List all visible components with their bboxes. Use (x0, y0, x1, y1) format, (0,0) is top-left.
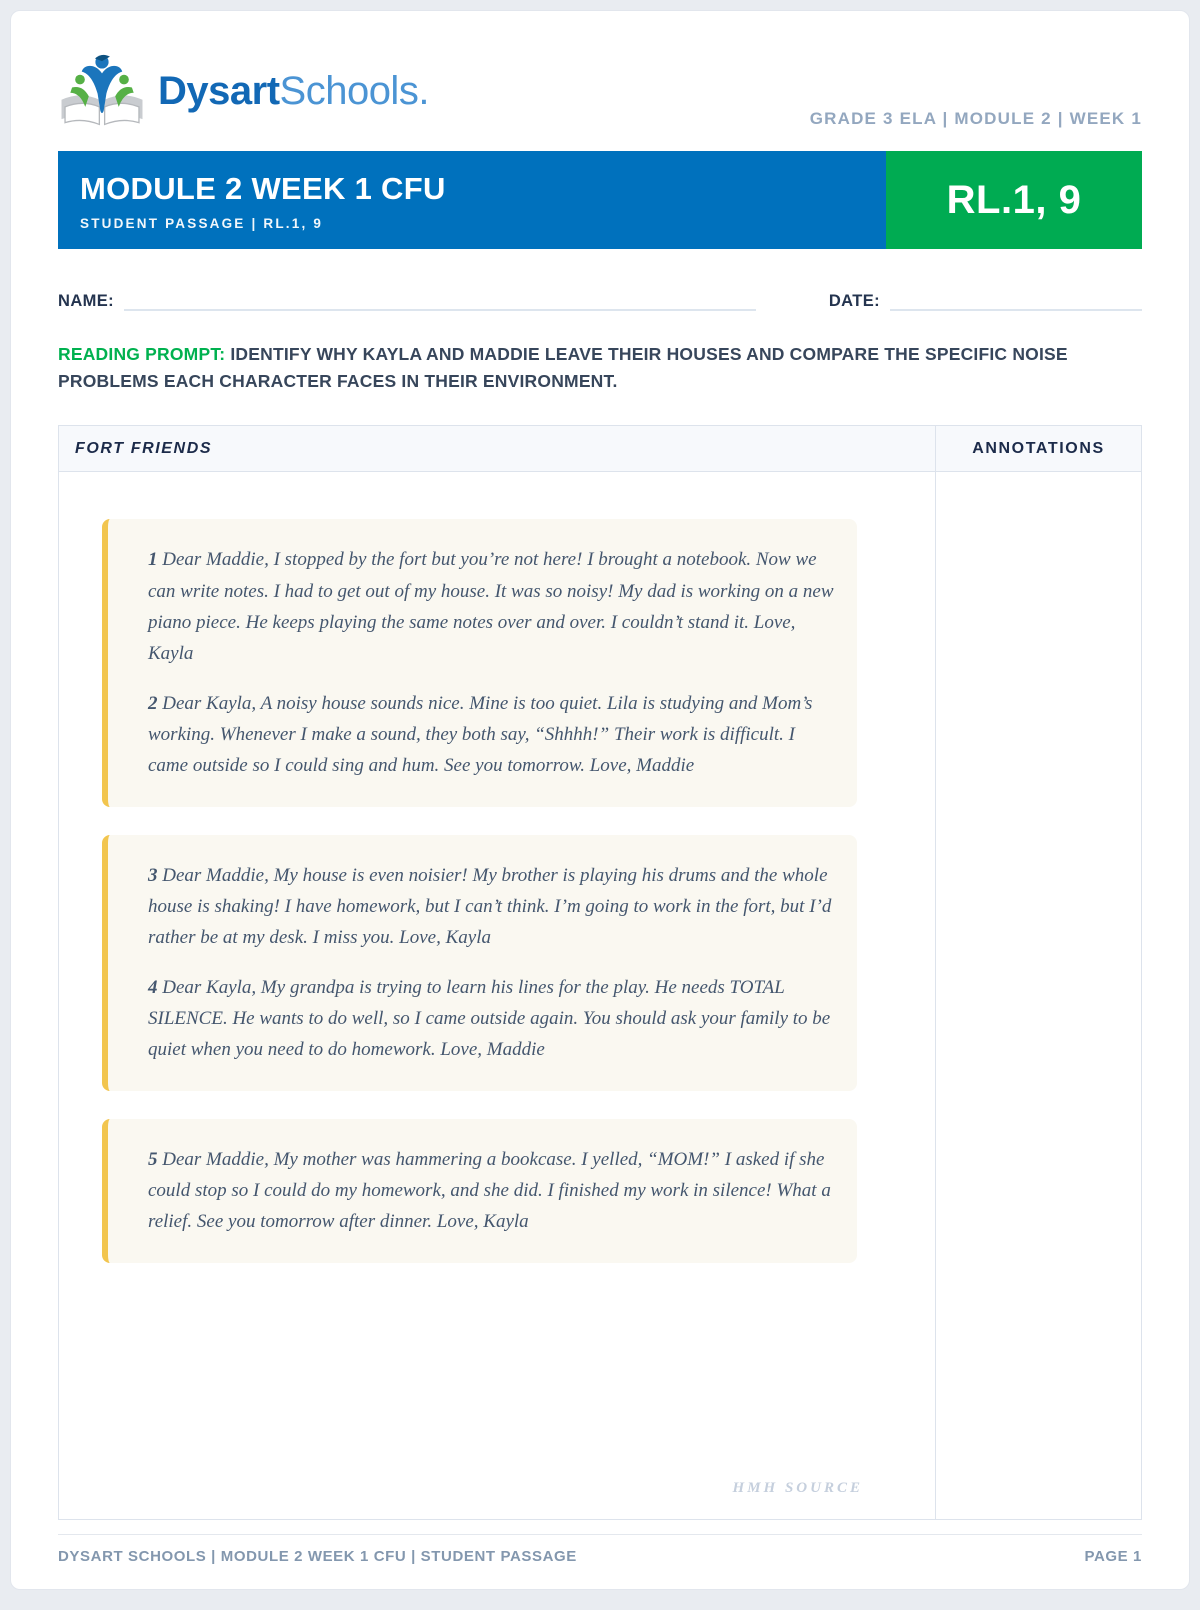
name-date-row (58, 285, 1142, 311)
date-write-line (890, 289, 1142, 311)
source-credit: HMH SOURCE (732, 1480, 863, 1497)
date-label: DATE: (828, 292, 880, 310)
reading-prompt-text: IDENTIFY WHY KAYLA AND MADDIE LEAVE THEIR HOUSES AND COMPARE THE SPECIFIC NOISE PROBLEMS EACH CHARACTER FACES IN THEIR ENVIRONMENT. (58, 344, 1068, 392)
paragraph-number: 1 (148, 549, 158, 571)
brand-name-bold: Dysart (158, 68, 280, 113)
passage-paragraph: 1 Dear Maddie, I stopped by the fort but you’re not here! I brought a notebook. Now we can write notes. I had to get out of my house. It was so noisy! My dad is working on a new piano piece. He keeps playing the same notes over and over. I couldn’t stand it. Love, Kayla (148, 549, 834, 665)
passage-table (58, 425, 1142, 1520)
banner-left (58, 151, 886, 249)
title-banner (58, 151, 1142, 249)
annotations-column (935, 472, 1141, 1519)
passage-table-body (59, 472, 1141, 1519)
footer-page-number: PAGE 1 (1084, 1548, 1142, 1566)
passage-table-header (59, 426, 1141, 472)
dysart-schools-logo-icon (58, 51, 146, 131)
footer (58, 1548, 1142, 1565)
passage-paragraph: 5 Dear Maddie, My mother was hammering a bookcase. I yelled, “MOM!” I asked if she could stop so I could do my homework, and she did. I finished my work in silence! What a relief. See you tomorrow after dinner. Love, Kayla (148, 1148, 831, 1233)
reading-prompt-label: READING PROMPT: (58, 344, 226, 364)
footer-left-text: DYSART SCHOOLS | MODULE 2 WEEK 1 CFU | STUDENT PASSAGE (58, 1548, 577, 1566)
brand-name (158, 69, 429, 114)
name-write-line (124, 289, 756, 311)
name-label: NAME: (58, 292, 115, 310)
passage-column (59, 472, 935, 1519)
brand-row (58, 47, 1142, 135)
annotations-column-header: ANNOTATIONS (935, 426, 1141, 471)
standard-badge: RL.1, 9 (886, 151, 1142, 249)
passage-paragraph: 2 Dear Kayla, A noisy house sounds nice. Mine is too quiet. Lila is studying and Mom’s working. Whenever I make a sound, they both say, “Shhhh!” Their work is difficult. I came outside so I could sing and hum. See you tomorrow. Love, Maddie (148, 692, 813, 777)
passage-block (102, 519, 857, 806)
document-title: MODULE 2 WEEK 1 CFU (80, 171, 446, 206)
passage-title: FORT FRIENDS (75, 439, 213, 457)
paragraph-number: 5 (148, 1148, 158, 1170)
brand (58, 51, 429, 131)
passage-blocks (102, 519, 857, 1291)
document-subtitle: STUDENT PASSAGE | RL.1, 9 (80, 216, 324, 231)
passage-paragraph: 3 Dear Maddie, My house is even noisier! My brother is playing his drums and the whole house is shaking! I have homework, but I can’t think. I’m going to work in the fort, but I’d rather be at my desk. I miss you. Love, Kayla (148, 864, 832, 949)
paragraph-number: 2 (148, 692, 158, 714)
reading-prompt (58, 341, 1088, 395)
worksheet-page (10, 10, 1190, 1590)
passage-block (102, 835, 857, 1091)
brand-name-light: Schools. (279, 68, 429, 113)
footer-divider (58, 1534, 1142, 1535)
course-breadcrumb: GRADE 3 ELA | MODULE 2 | WEEK 1 (809, 109, 1142, 128)
paragraph-number: 3 (148, 864, 158, 886)
passage-block (102, 1119, 857, 1263)
paragraph-number: 4 (148, 976, 158, 998)
passage-paragraph: 4 Dear Kayla, My grandpa is trying to learn his lines for the play. He needs TOTAL SILENCE. He wants to do well, so I came outside again. You should ask your family to be quiet when you need to do homework. Love, Maddie (148, 976, 831, 1061)
